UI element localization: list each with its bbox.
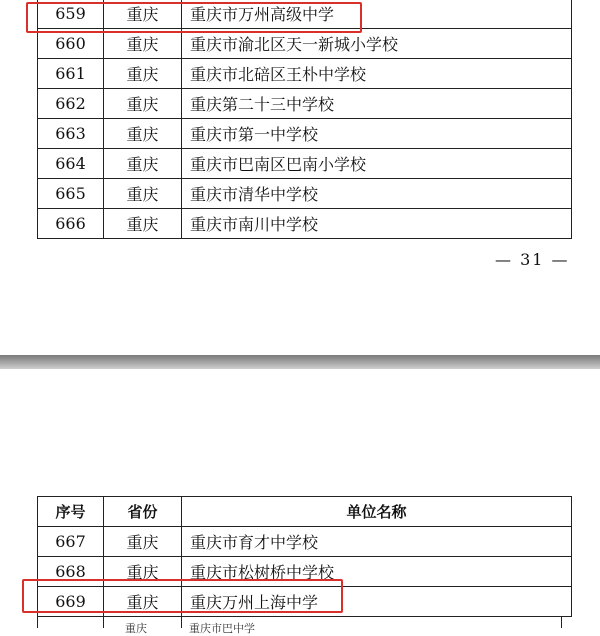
header-number: 序号 — [38, 497, 104, 527]
row-number: 659 — [38, 0, 104, 29]
row-school-name: 重庆市松树桥中学校 — [182, 557, 572, 587]
table-border-line — [103, 616, 104, 628]
row-province: 重庆 — [104, 557, 182, 587]
header-province: 省份 — [104, 497, 182, 527]
row-province: 重庆 — [104, 149, 182, 179]
highlight-box-row-669 — [22, 579, 343, 613]
row-number: 666 — [38, 209, 104, 239]
cut-off-table-row — [37, 616, 562, 635]
row-number: 660 — [38, 29, 104, 59]
row-school-name: 重庆市南川中学校 — [182, 209, 572, 239]
row-province: 重庆 — [104, 209, 182, 239]
row-school-name: 重庆市清华中学校 — [182, 179, 572, 209]
row-school-name: 重庆市巴南区巴南小学校 — [182, 149, 572, 179]
table-row — [38, 179, 572, 209]
row-province: 重庆 — [104, 587, 182, 617]
row-number: 669 — [38, 587, 104, 617]
row-province: 重庆 — [104, 119, 182, 149]
row-number: 665 — [38, 179, 104, 209]
row-school-name: 重庆市育才中学校 — [182, 527, 572, 557]
row-school-name: 重庆万州上海中学 — [182, 587, 572, 617]
table-row — [38, 29, 572, 59]
document-page-bottom — [0, 369, 600, 635]
table-row — [38, 89, 572, 119]
row-province: 重庆 — [104, 527, 182, 557]
row-number: 661 — [38, 59, 104, 89]
row-province: 重庆 — [104, 179, 182, 209]
row-province: 重庆 — [104, 0, 182, 29]
row-school-name: 重庆市渝北区天一新城小学校 — [182, 29, 572, 59]
table-row — [38, 149, 572, 179]
row-school-name: 重庆市第一中学校 — [182, 119, 572, 149]
table-border-line — [181, 616, 182, 628]
highlight-box-row-659 — [26, 2, 362, 33]
row-province: 重庆 — [104, 59, 182, 89]
row-school-name: 重庆市万州高级中学 — [182, 0, 572, 29]
cut-off-school-name-text: 重庆市巴中学 — [189, 622, 255, 635]
row-number: 667 — [38, 527, 104, 557]
page-number: — 31 — — [495, 250, 570, 269]
table-row — [38, 527, 572, 557]
table-row — [38, 119, 572, 149]
table-border-line — [37, 616, 38, 628]
table-row — [38, 59, 572, 89]
row-number: 662 — [38, 89, 104, 119]
row-number: 668 — [38, 557, 104, 587]
row-school-name: 重庆市北碚区王朴中学校 — [182, 59, 572, 89]
table-header-row — [38, 497, 572, 527]
row-number: 664 — [38, 149, 104, 179]
header-school-name: 单位名称 — [182, 497, 572, 527]
cut-off-province-text: 重庆 — [125, 622, 147, 635]
table-border-line — [561, 616, 562, 628]
row-province: 重庆 — [104, 29, 182, 59]
school-table-top — [37, 0, 572, 239]
row-province: 重庆 — [104, 89, 182, 119]
table-row — [38, 209, 572, 239]
row-school-name: 重庆第二十三中学校 — [182, 89, 572, 119]
page-separator — [0, 355, 600, 369]
table-border-line — [37, 616, 562, 617]
row-number: 663 — [38, 119, 104, 149]
